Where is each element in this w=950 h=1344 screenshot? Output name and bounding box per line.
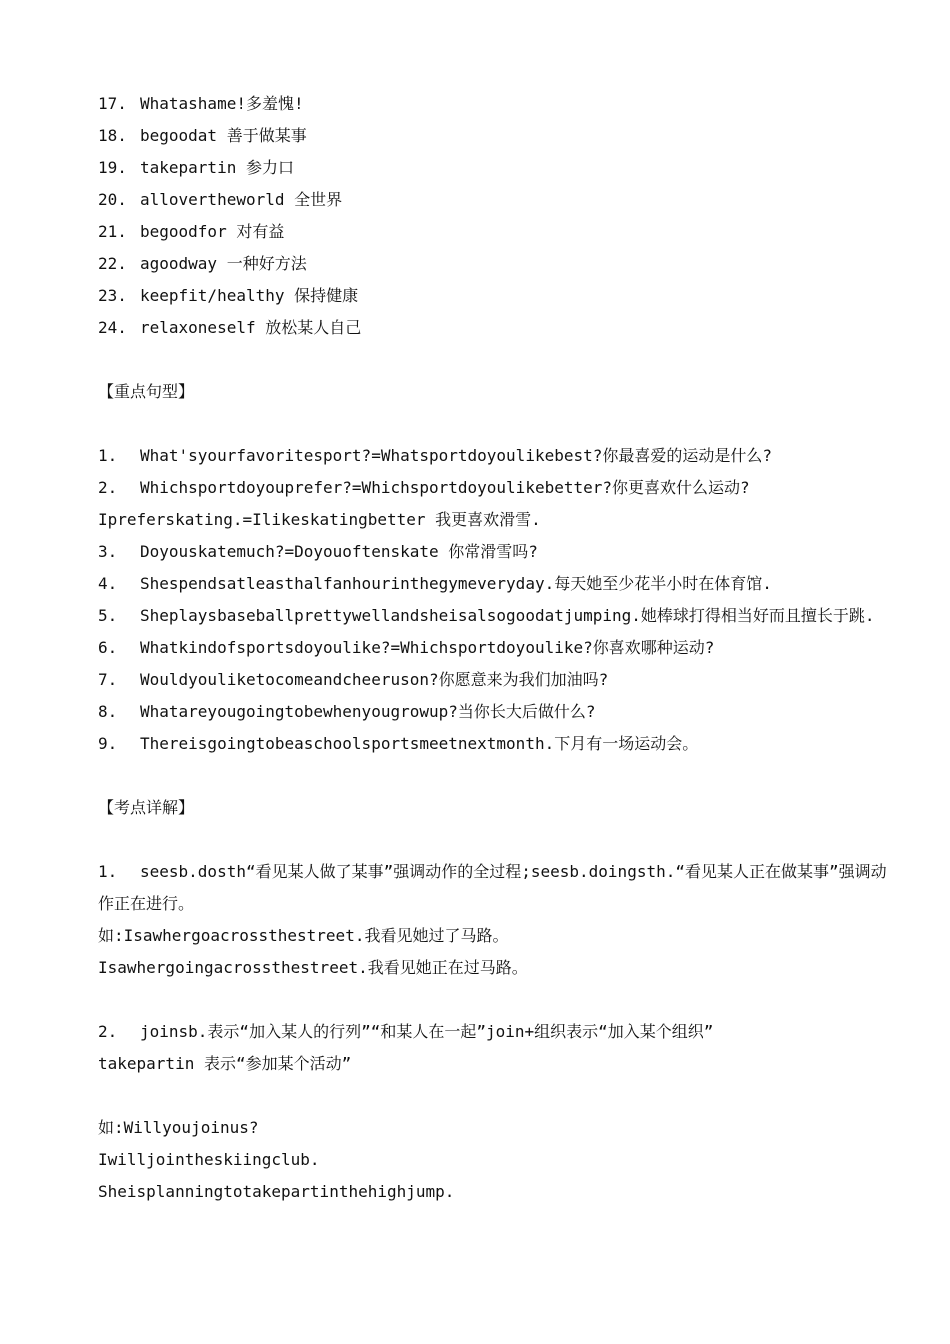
point-item: [98, 856, 898, 920]
item-number: 17.: [98, 94, 127, 113]
item-text: Whatareyougoingtobewhenyougrowup?当你长大后做什么?: [140, 702, 596, 721]
spacer: [98, 760, 898, 792]
sentence-item: [98, 728, 898, 760]
item-number: 18.: [98, 126, 127, 145]
example-line: Sheisplanningtotakepartinthehighjump.: [98, 1182, 455, 1201]
sentence-item: [98, 568, 898, 600]
sentence-item: [98, 504, 898, 536]
phrase-item: [98, 280, 898, 312]
item-number: 8.: [98, 702, 118, 721]
item-text: keepfit/healthy 保持健康: [140, 286, 359, 305]
item-text: What'syourfavoritesport?=Whatsportdoyoulikebest?你最喜爱的运动是什么?: [140, 446, 773, 465]
sentence-item: [98, 472, 898, 504]
item-number: 7.: [98, 670, 118, 689]
item-text: Thereisgoingtobeaschoolsportsmeetnextmonth.下月有一场运动会。: [140, 734, 699, 753]
spacer: [98, 408, 898, 440]
item-number: 3.: [98, 542, 118, 561]
phrase-item: [98, 312, 898, 344]
item-number: 9.: [98, 734, 118, 753]
sentence-item: [98, 536, 898, 568]
phrase-item: [98, 184, 898, 216]
phrase-item: [98, 216, 898, 248]
item-text: Sheplaysbaseballprettywellandsheisalsogoodatjumping.她棒球打得相当好而且擅长于跳.: [140, 606, 875, 625]
item-number: 5.: [98, 606, 118, 625]
phrase-item: [98, 88, 898, 120]
phrase-item: [98, 152, 898, 184]
item-text: Wouldyouliketocomeandcheeruson?你愿意来为我们加油吗?: [140, 670, 609, 689]
example-line: Iwilljointheskiingclub.: [98, 1150, 320, 1169]
sentence-item: [98, 440, 898, 472]
phrase-item: [98, 248, 898, 280]
item-text: relaxoneself 放松某人自己: [140, 318, 362, 337]
item-text: Whatashame!多羞愧!: [140, 94, 304, 113]
example-line: 如:Isawhergoacrossthestreet.我看见她过了马路。: [98, 926, 509, 945]
spacer: [98, 344, 898, 376]
sentence-item: [98, 696, 898, 728]
point-item-continued: takepartin 表示“参加某个活动”: [98, 1054, 352, 1073]
example-line: Isawhergoingacrossthestreet.我看见她正在过马路。: [98, 958, 528, 977]
item-text: joinsb.表示“加入某人的行列”“和某人在一起”join+组织表示“加入某个组织”: [140, 1022, 714, 1041]
item-text: begoodat 善于做某事: [140, 126, 307, 145]
item-text: agoodway 一种好方法: [140, 254, 307, 273]
item-number: 23.: [98, 286, 127, 305]
item-number: 1.: [98, 862, 118, 881]
item-number: 24.: [98, 318, 127, 337]
item-number: 20.: [98, 190, 127, 209]
item-number: 6.: [98, 638, 118, 657]
item-number: 1.: [98, 446, 118, 465]
item-text: takepartin 参力口: [140, 158, 294, 177]
item-text: Whichsportdoyouprefer?=Whichsportdoyoulikebetter?你更喜欢什么运动?: [140, 478, 750, 497]
phrase-item: [98, 120, 898, 152]
section-heading: 【考点详解】: [98, 798, 195, 817]
item-number: 19.: [98, 158, 127, 177]
item-text: begoodfor 对有益: [140, 222, 285, 241]
spacer: [98, 824, 898, 856]
item-number: 4.: [98, 574, 118, 593]
item-text: allovertheworld 全世界: [140, 190, 343, 209]
item-text: Doyouskatemuch?=Doyouoftenskate 你常滑雪吗?: [140, 542, 538, 561]
sentence-item: [98, 600, 898, 632]
point-item: [98, 1016, 898, 1048]
item-text: Whatkindofsportsdoyoulike?=Whichsportdoyoulike?你喜欢哪种运动?: [140, 638, 715, 657]
example-line: 如:Willyoujoinus?: [98, 1118, 259, 1137]
item-number: 22.: [98, 254, 127, 273]
item-number: 2.: [98, 478, 118, 497]
spacer: [98, 984, 898, 1016]
spacer: [98, 1080, 898, 1112]
item-number: 2.: [98, 1022, 118, 1041]
section-heading: 【重点句型】: [98, 382, 195, 401]
item-text: Shespendsatleasthalfanhourinthegymeveryday.每天她至少花半小时在体育馆.: [140, 574, 772, 593]
item-text: Ipreferskating.=Ilikeskatingbetter 我更喜欢滑雪.: [98, 510, 541, 529]
item-text: seesb.dosth“看见某人做了某事”强调动作的全过程;seesb.doingsth.“看见某人正在做某事”强调动作正在进行。: [98, 862, 887, 913]
document-page: [98, 88, 898, 1208]
sentence-item: [98, 664, 898, 696]
item-number: 21.: [98, 222, 127, 241]
sentence-item: [98, 632, 898, 664]
